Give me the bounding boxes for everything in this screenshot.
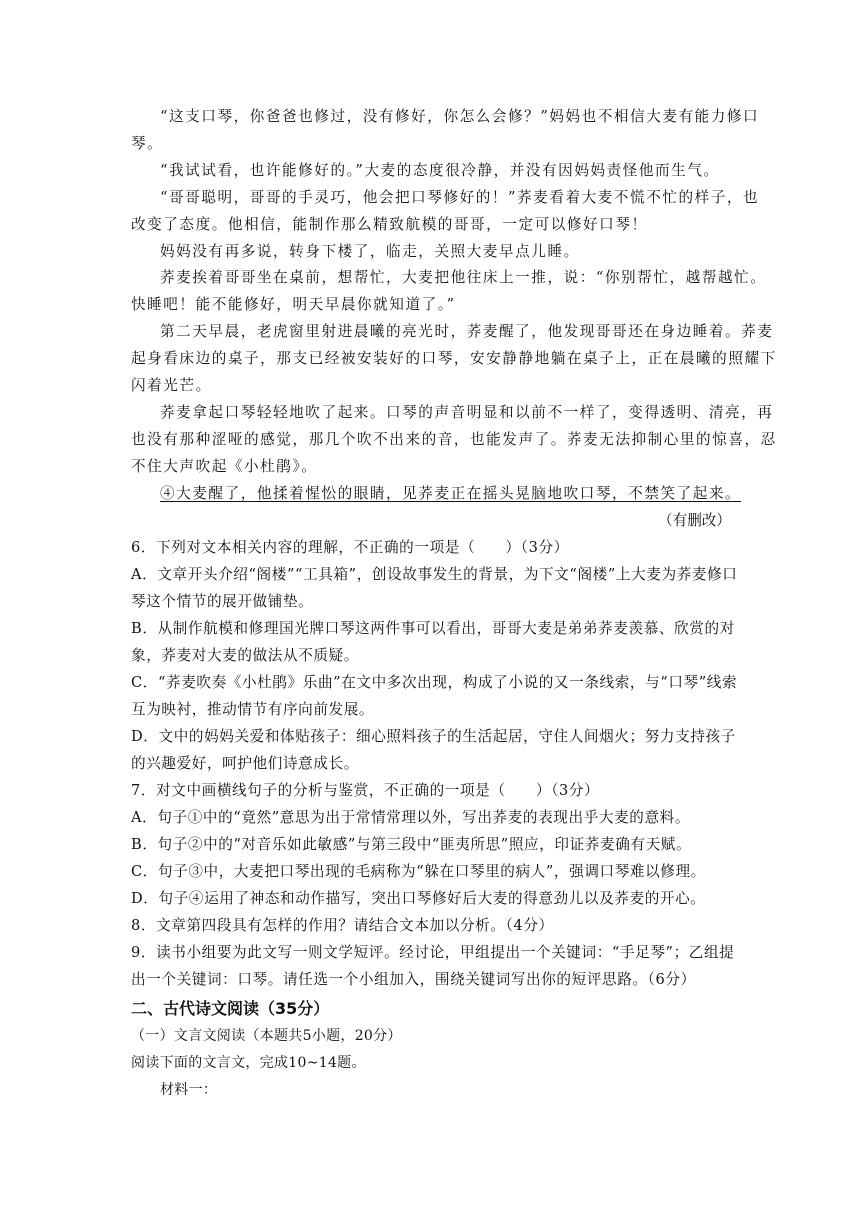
option-6a-cont: 琴这个情节的展开做铺垫。	[131, 593, 314, 610]
question-6: 6．下列对文本相关内容的理解，不正确的一项是（ ）（3分）	[131, 539, 569, 556]
story-line: 第二天早晨，老虎窗里射进晨曦的亮光时，荞麦醒了，他发现哥哥还在身边睡着。荞麦	[160, 323, 774, 340]
story-line: “这支口琴，你爸爸也修过，没有修好，你怎么会修？”妈妈也不相信大麦有能力修口	[160, 108, 760, 125]
story-line: 琴。	[131, 135, 164, 152]
option-6d: D．文中的妈妈关爱和体贴孩子：细心照料孩子的生活起居，守住人间烟火；努力支持孩子	[131, 728, 736, 745]
story-line: 闪着光芒。	[131, 377, 212, 394]
material-label: 材料一：	[160, 1082, 218, 1098]
question-9-cont: 出一个关键词：口琴。请任选一个小组加入，围绕关键词写出你的短评思路。（6分）	[131, 971, 696, 988]
underlined-sentence-4: ④大麦醒了，他揉着惺忪的眼睛，见荞麦正在摇头晃脑地吹口琴，不禁笑了起来。	[160, 485, 742, 502]
option-6a: A．文章开头介绍“阁楼”“工具箱”，创设故事发生的背景，为下文“阁楼”上大麦为荞麦修口	[131, 566, 738, 583]
story-line: “哥哥聪明，哥哥的手灵巧，他会把口琴修好的！”荞麦看着大麦不慌不忙的样子，也	[160, 189, 760, 206]
question-7: 7．对文中画横线句子的分析与鉴赏，不正确的一项是（ ）（3分）	[131, 782, 600, 799]
option-6b-cont: 象，荞麦对大麦的做法从不质疑。	[131, 647, 359, 664]
story-line: 妈妈没有再多说，转身下楼了，临走，关照大麦早点儿睡。	[160, 243, 580, 260]
story-line: 也没有那种涩哑的感觉，那几个吹不出来的音，也能发声了。荞麦无法抑制心里的惊喜，忍	[131, 431, 777, 448]
option-7b: B．句子②中的“对音乐如此敏感”与第三段中“匪夷所思”照应，印证荞麦确有天赋。	[131, 836, 692, 853]
story-line: 不住大声吹起《小杜鹃》。	[131, 458, 318, 475]
section-heading: 二、古代诗文阅读（35分）	[131, 999, 330, 1018]
option-6b: B．从制作航模和修理国光牌口琴这两件事可以看出，哥哥大麦是弟弟荞麦羡慕、欣赏的对	[131, 620, 735, 637]
option-6c: C．“荞麦吹奏《小杜鹃》乐曲”在文中多次出现，构成了小说的又一条线索，与“口琴”线索	[131, 674, 738, 691]
option-6c-cont: 互为映衬，推动情节有序向前发展。	[131, 701, 375, 718]
story-line: 荞麦拿起口琴轻轻地吹了起来。口琴的声音明显和以前不一样了，变得透明、清亮，再	[160, 404, 774, 421]
option-7d: D．句子④运用了神态和动作描写，突出口琴修好后大麦的得意劲儿以及荞麦的开心。	[131, 890, 706, 907]
subsection-heading: （一）文言文阅读（本题共5小题，20分）	[131, 1028, 402, 1044]
option-7a: A．句子①中的“竟然”意思为出于常情常理以外，写出荞麦的表现出乎大麦的意料。	[131, 809, 691, 826]
story-line: 起身看床边的桌子，那支已经被安装好的口琴，安安静静地躺在桌子上，正在晨曦的照耀下	[131, 350, 777, 367]
question-9: 9．读书小组要为此文写一则文学短评。经讨论，甲组提出一个关键词：“手足琴”；乙组提	[131, 944, 735, 961]
story-line: 荞麦挨着哥哥坐在桌前，想帮忙，大麦把他往床上一推，说：“你别帮忙，越帮越忙。	[160, 269, 767, 286]
story-line: “我试试看，也许能修好的。”大麦的态度很冷静，并没有因妈妈责怪他而生气。	[160, 162, 720, 179]
option-7c: C．句子③中，大麦把口琴出现的毛病称为“躲在口琴里的病人”，强调口琴难以修理。	[131, 863, 706, 880]
instruction-text: 阅读下面的文言文，完成10~14题。	[131, 1055, 366, 1071]
source-note: （有删改）	[658, 512, 731, 529]
question-8: 8．文章第四段具有怎样的作用？请结合文本加以分析。（4分）	[131, 917, 554, 934]
option-6d-cont: 的兴趣爱好，呵护他们诗意成长。	[131, 755, 359, 772]
story-line: 快睡吧！能不能修好，明天早晨你就知道了。”	[131, 296, 456, 313]
story-line: 改变了态度。他相信，能制作那么精致航模的哥哥，一定可以修好口琴！	[131, 216, 648, 233]
